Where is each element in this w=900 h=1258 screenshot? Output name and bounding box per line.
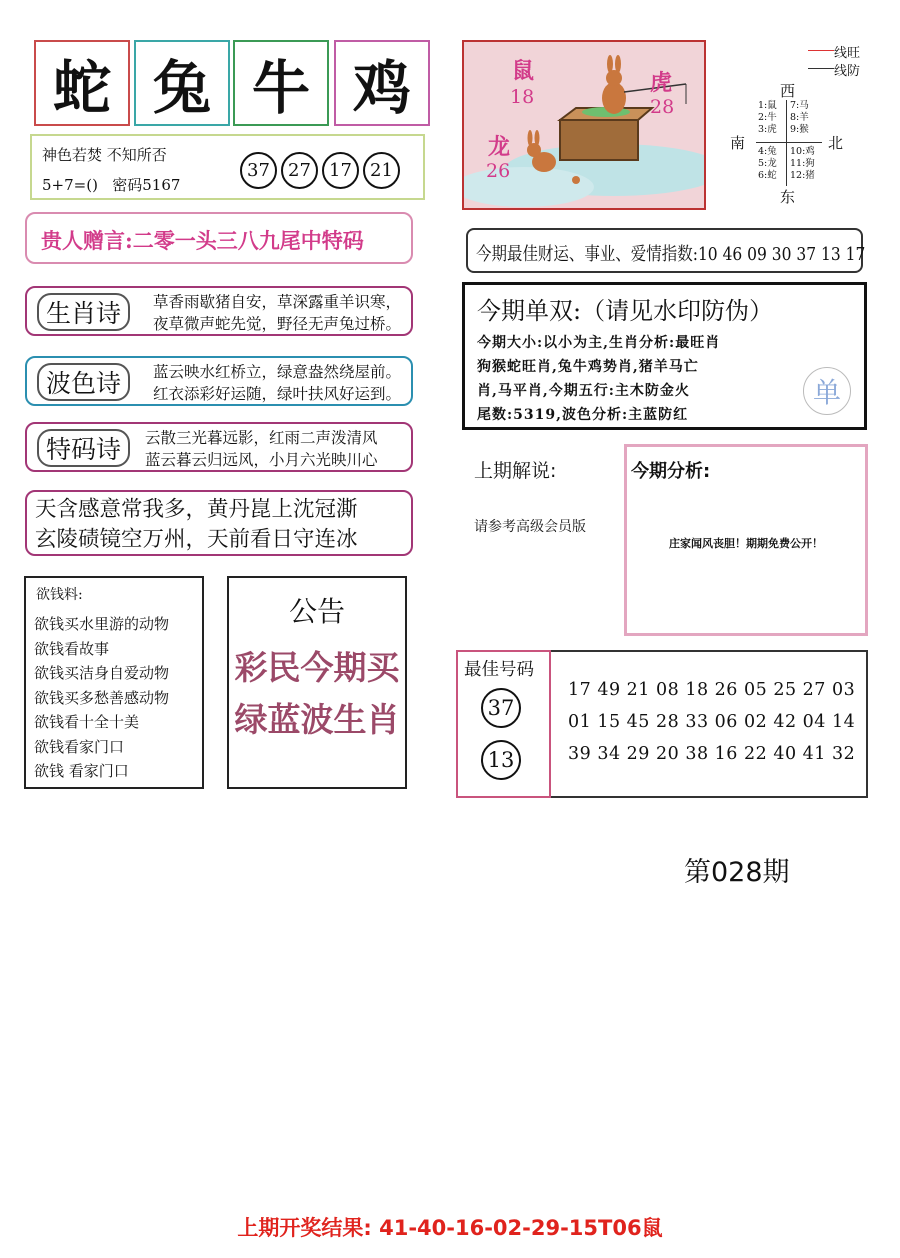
- best-number-row: 01 15 45 28 33 06 02 42 04 14: [568, 712, 856, 732]
- poem-box-color: [25, 356, 413, 406]
- zodiac-illustration: [462, 40, 706, 210]
- compass-cell: 3:虎: [758, 124, 777, 135]
- poem-box-zodiac: [25, 286, 413, 336]
- riddle-box: [30, 134, 425, 200]
- poem-line: 蓝云映水红桥立，绿意盎然绕屋前。: [153, 363, 402, 381]
- zodiac-char: 牛: [251, 54, 310, 122]
- compass-cell: 4:兔: [758, 146, 777, 157]
- compass-hline: [756, 142, 822, 143]
- zodiac-char: 兔: [152, 54, 211, 122]
- poem-line: 红衣添彩好运随，绿叶扶风好运到。: [153, 385, 402, 403]
- odd-even-stamp: 单: [803, 367, 851, 415]
- tiger-number: 28: [650, 96, 675, 118]
- riddle-line-2: 5+7=() 密码5167: [42, 176, 181, 194]
- big-poem-line: 玄陵碛镜空万州，天前看日守连冰: [35, 527, 358, 552]
- compass-cell: 1:鼠: [758, 100, 777, 111]
- money-item: 欲钱买洁身自爱动物: [34, 664, 170, 682]
- odd-even-line: 肖,马平肖,今期五行:主木防金火: [477, 383, 690, 399]
- best-pick-ball: 37: [481, 688, 521, 728]
- money-item: 欲钱看故事: [34, 639, 110, 658]
- riddle-numbers: [240, 152, 404, 189]
- notice-box: [227, 576, 407, 789]
- poem-text: [145, 427, 378, 471]
- last-period-note: 请参考高级会员版: [474, 519, 586, 535]
- notice-line: 绿蓝波生肖: [234, 700, 400, 739]
- notice-title: 公告: [288, 595, 345, 628]
- compass-bottom-right: [790, 146, 815, 182]
- best-number-row: 39 34 29 20 38 16 22 40 41 32: [568, 744, 856, 764]
- poem-text: [153, 291, 401, 335]
- best-pick-ball: 13: [481, 740, 521, 780]
- gift-text: 贵人赠言:二零一头三八九尾中特码: [41, 228, 364, 253]
- odd-even-line: 尾数:5319,波色分析:主蓝防红: [477, 407, 689, 423]
- poem-line: 草香雨歇猪自安，草深露重羊识寒，: [153, 293, 402, 311]
- compass-cell: 11:狗: [790, 158, 815, 169]
- poem-tag: 波色诗: [37, 363, 130, 401]
- compass-cell: 2:牛: [758, 112, 777, 123]
- dragon-number: 26: [486, 160, 511, 182]
- fortune-text: 今期最佳财运、事业、爱情指数:: [476, 244, 698, 265]
- big-poem-text: [35, 495, 358, 555]
- poem-line: 夜草微声蛇先觉，野径无声兔过桥。: [153, 315, 402, 333]
- compass-bottom-left: [758, 146, 777, 182]
- number-ball: 21: [363, 152, 400, 189]
- zodiac-box-3: [233, 40, 329, 126]
- money-item: 欲钱买水里游的动物: [34, 615, 170, 633]
- best-title: 最佳号码: [464, 660, 534, 680]
- riddle-line-1: 神色若焚 不知所否: [42, 146, 167, 164]
- compass-top-left: [758, 100, 777, 136]
- compass-cell: 5:龙: [758, 158, 777, 169]
- money-box: [24, 576, 204, 789]
- poem-tag: 生肖诗: [37, 293, 130, 331]
- money-title: 欲钱料:: [36, 587, 83, 603]
- money-item: 欲钱看十全十美: [34, 713, 140, 731]
- poem-line: 蓝云暮云归远风，小月六光映川心: [145, 451, 378, 469]
- compass-east: 东: [780, 188, 796, 206]
- analysis-text: 庄家闻风丧胆！期期免费公开！: [669, 537, 823, 550]
- last-result: 上期开奖结果: 41-40-16-02-29-15T06鼠: [237, 1216, 663, 1240]
- zodiac-box-2: [134, 40, 230, 126]
- compass-panel: [728, 44, 900, 208]
- odd-even-line: 狗猴蛇旺肖,兔牛鸡势肖,猪羊马亡: [477, 359, 699, 375]
- compass-vline: [786, 100, 787, 186]
- zodiac-box-1: [34, 40, 130, 126]
- poem-tag: 特码诗: [37, 429, 130, 467]
- zodiac-box-4: [334, 40, 430, 126]
- number-ball: 37: [240, 152, 277, 189]
- money-item: 欲钱买多愁善感动物: [34, 688, 170, 707]
- gift-banner: [25, 212, 413, 264]
- best-numbers-box: [456, 650, 868, 798]
- wang-line: [808, 50, 834, 51]
- legend-fang: 线防: [834, 64, 861, 79]
- odd-even-body: [477, 331, 720, 427]
- compass-west: 西: [780, 82, 796, 100]
- fang-line: [808, 68, 834, 69]
- poem-text: [153, 361, 401, 405]
- odd-even-line: 今期大小:以小为主,生肖分析:最旺肖: [477, 335, 721, 351]
- poem-box-special: [25, 422, 413, 472]
- compass-cell: 12:猪: [790, 170, 815, 181]
- fortune-box: [466, 228, 866, 273]
- number-ball: 17: [322, 152, 359, 189]
- compass-top-right: [790, 100, 809, 136]
- compass-cell: 8:羊: [790, 112, 809, 123]
- rat-label: 鼠: [512, 58, 535, 84]
- best-number-grid: [568, 674, 855, 770]
- compass-cell: 7:马: [790, 100, 809, 111]
- issue-number: 第028期: [684, 857, 790, 888]
- tiger-label: 虎: [650, 70, 673, 96]
- analysis-box: [624, 444, 868, 636]
- odd-even-header: 今期单双:（请见水印防伪）: [477, 297, 774, 325]
- dragon-label: 龙: [488, 134, 511, 160]
- compass-south: 南: [730, 134, 746, 152]
- poem-line: 云散三光暮远影，红雨二声泼清风: [145, 429, 378, 447]
- legend-wang: 线旺: [834, 46, 861, 61]
- last-period-title: 上期解说:: [474, 460, 557, 482]
- best-picks-panel: [456, 650, 551, 798]
- best-number-row: 17 49 21 08 18 26 05 25 27 03: [568, 680, 856, 700]
- compass-cell: 10:鸡: [790, 146, 815, 157]
- money-list: [34, 612, 169, 784]
- number-ball: 27: [281, 152, 318, 189]
- notice-line: 彩民今期买: [234, 648, 400, 687]
- rat-number: 18: [510, 86, 535, 108]
- compass-cell: 6:蛇: [758, 170, 777, 181]
- compass-north: 北: [828, 134, 844, 152]
- odd-even-box: [462, 282, 867, 430]
- fortune-line: [476, 240, 865, 266]
- zodiac-char: 鸡: [352, 54, 411, 122]
- big-poem-line: 天含感意常我多，黄丹崑上沈冠澌: [35, 497, 358, 522]
- compass-cell: 9:猴: [790, 124, 809, 135]
- zodiac-char: 蛇: [52, 54, 111, 122]
- notice-body: [229, 642, 405, 746]
- analysis-title: 今期分析:: [631, 461, 711, 482]
- fortune-numbers: 10 46 09 30 37 13 17: [697, 244, 866, 265]
- big-poem-box: [25, 490, 413, 556]
- money-item: 欲钱看家门口: [34, 737, 125, 756]
- money-item: 欲钱 看家门口: [34, 762, 129, 780]
